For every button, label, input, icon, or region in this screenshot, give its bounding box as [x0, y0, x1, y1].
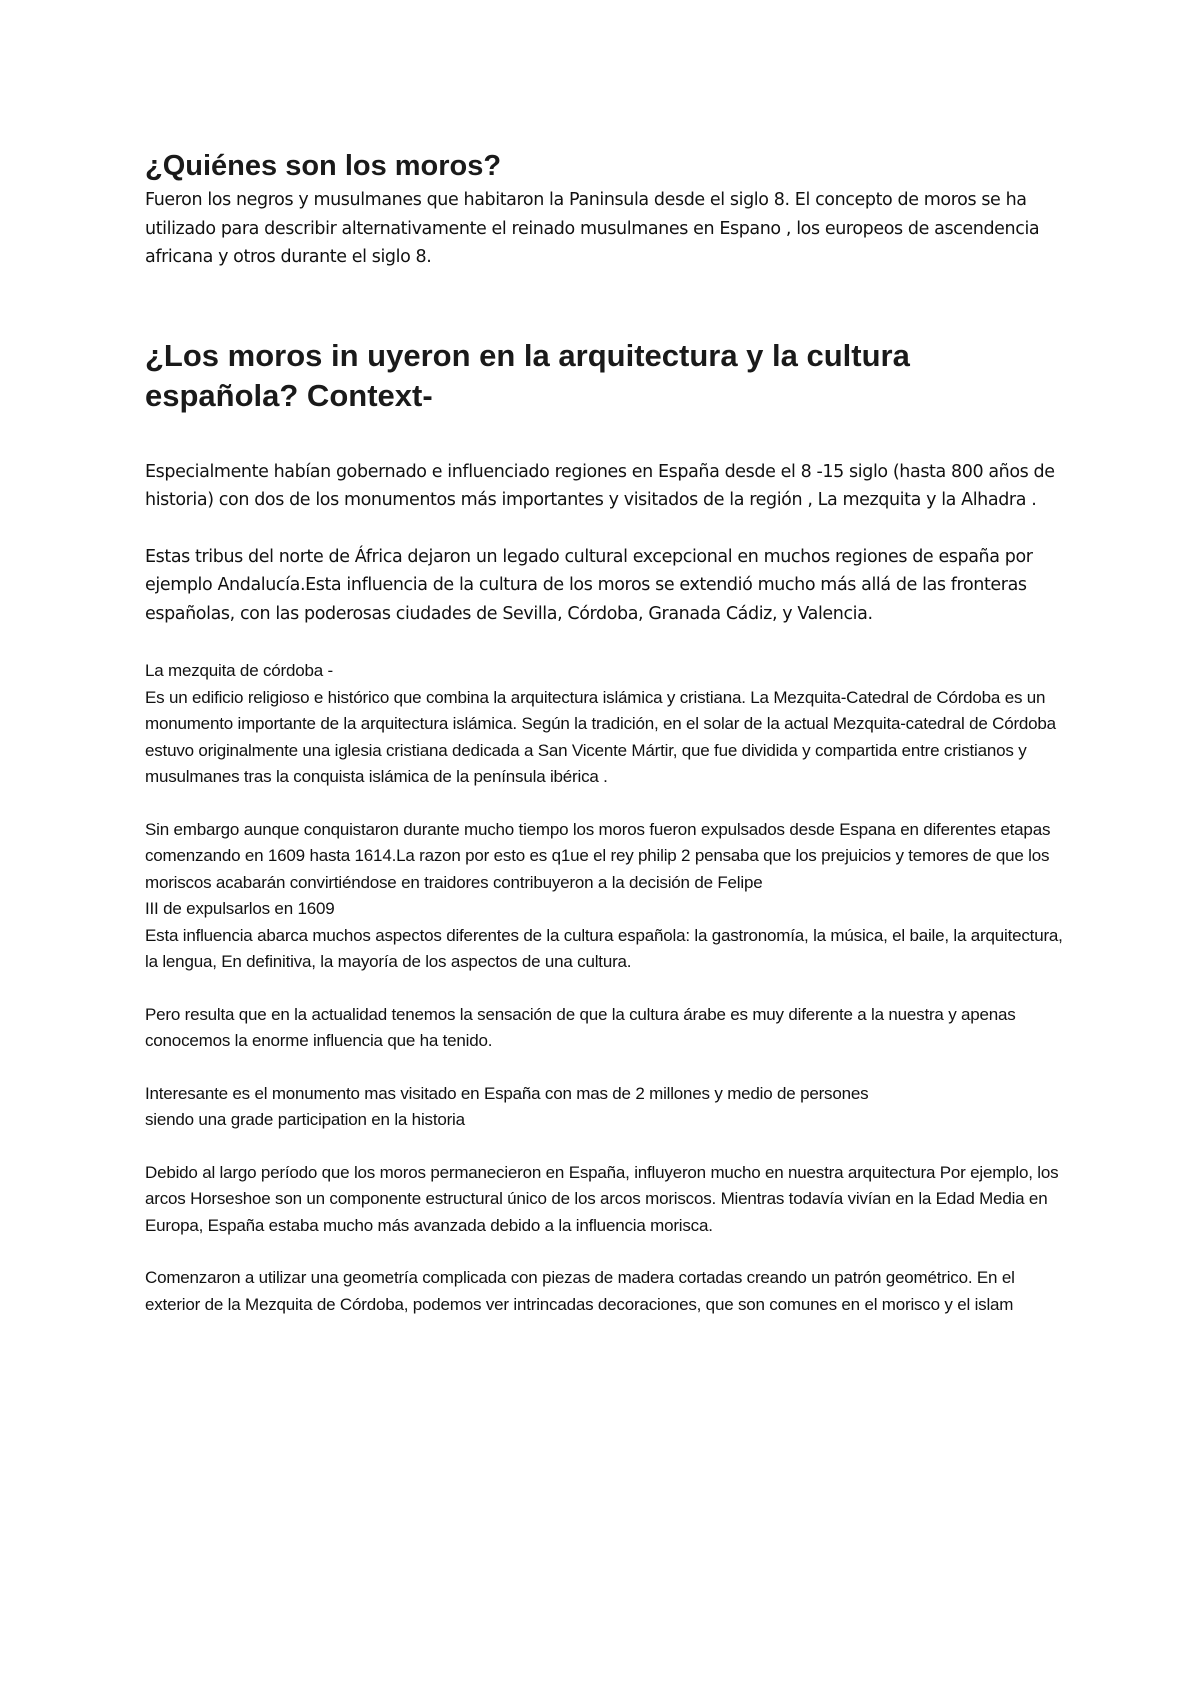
paragraph-expulsion: Sin embargo aunque conquistaron durante mucho tiempo los moros fueron expulsados desde Espana en diferentes etapas comenzando en 1609 hasta 1614.La razon por esto es q1ue el rey philip 2 pensaba que los prejuicios y temores de que los moriscos acabarán convirtiéndose en traidores contribuyeron a la decisión de Felipe [145, 819, 1051, 892]
paragraph-expulsion-line2: III de expulsarlos en 1609 [145, 899, 335, 918]
heading-arquitectura-cultura: ¿Los moros in uyeron en la arquitectura y la cultura española? Context- [145, 337, 910, 413]
paragraph-actualidad: Pero resulta que en la actualidad tenemos la sensación de que la cultura árabe es muy diferente a la nuestra y apenas conocemos la enorme influencia que ha tenido. [145, 1004, 1016, 1050]
intro-paragraph: Fueron los negros y musulmanes que habitaron la Paninsula desde el siglo 8. El concepto de moros se ha utilizado para describir alternativamente el reinado musulmanes en Espano , los europeos de ascendencia africana y otros durante el siglo 8. [145, 190, 1040, 267]
paragraph-monumento-line2: siendo una grade participation en la historia [145, 1110, 465, 1129]
paragraph-monumento: Interesante es el monumento mas visitado en España con mas de 2 millones y medio de persones [145, 1083, 869, 1103]
paragraph-arquitectura: Debido al largo período que los moros permanecieron en España, influyeron mucho en nuestra arquitectura Por ejemplo, los arcos Horseshoe son un componente estructural único de los arcos moriscos. Mientras todavía vivían en la Edad Media en Europa, España estaba mucho más avanzada debido a la influencia morisca. [145, 1162, 1059, 1235]
paragraph-especialmente: Especialmente habían gobernado e influenciado regiones en España desde el 8 -15 siglo (hasta 800 años de historia) con dos de los monumentos más importantes y visitados de la región , La mezquita y la Alhadra . [145, 461, 1055, 510]
paragraph-mezquita: Es un edificio religioso e histórico que combina la arquitectura islámica y cristiana. La Mezquita-Catedral de Córdoba es un monumento importante de la arquitectura islámica. Según la tradición, en el solar de la actual Mezquita-catedral de Córdoba estuvo originalmente una iglesia cristiana dedicada a San Vicente Mártir, que fue dividida y compartida entre cristianos y musulmanes tras la conquista islámica de la península ibérica . [145, 687, 1056, 786]
paragraph-influencia: Esta influencia abarca muchos aspectos diferentes de la cultura española: la gastronomía, la música, el baile, la arquitectura, la lengua, En definitiva, la mayoría de los aspectos de una cultura. [145, 925, 1063, 971]
heading-quienes-son-los-moros: ¿Quiénes son los moros? [145, 150, 502, 182]
paragraph-geometria: Comenzaron a utilizar una geometría complicada con piezas de madera cortadas creando un patrón geométrico. En el exterior de la Mezquita de Córdoba, podemos ver intrincadas decoraciones, que son comunes en el morisco y el islam [145, 1268, 1015, 1314]
mezquita-title: La mezquita de córdoba - [145, 661, 333, 680]
document-content [145, 148, 1065, 1318]
paragraph-tribus-norte-africa: Estas tribus del norte de África dejaron un legado cultural excepcional en muchos regiones de españa por ejemplo Andalucía.Esta influencia de la cultura de los moros se extendió mucho más allá de las fronteras españolas, con las poderosas ciudades de Sevilla, Córdoba, Granada Cádiz, y Valencia. [145, 546, 1033, 624]
